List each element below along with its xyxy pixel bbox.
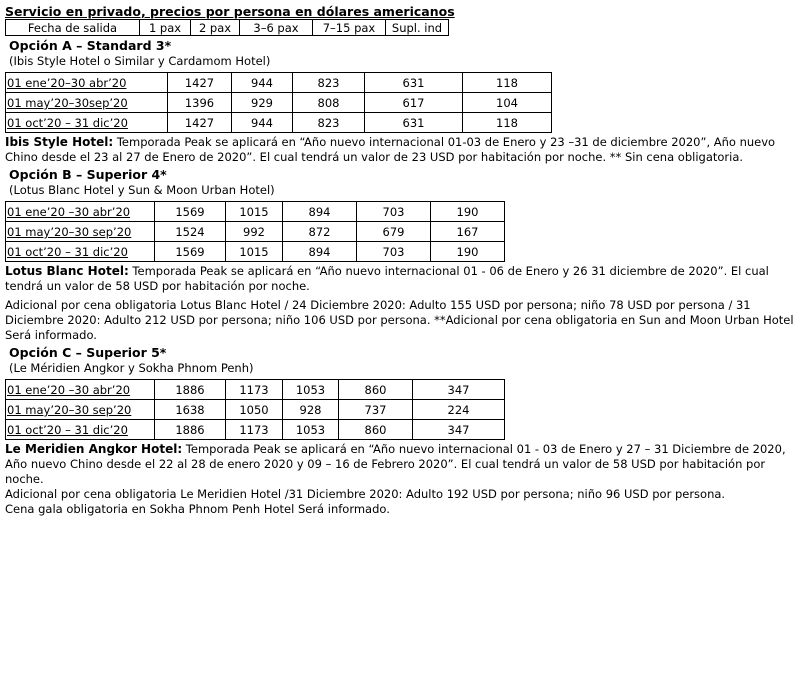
header-7-15pax: 7–15 pax: [313, 20, 386, 36]
price-cell: 679: [357, 222, 431, 242]
price-cell: 808: [293, 93, 365, 113]
note-hotel-label: Lotus Blanc Hotel:: [5, 264, 129, 278]
option-b-title: Opción B – Superior 4*: [9, 167, 167, 182]
option-c-subtitle: (Le Méridien Angkor y Sokha Phnom Penh): [9, 361, 254, 375]
option-b-section: [5, 167, 795, 343]
date-cell: 01 oct’20 – 31 dic’20: [6, 420, 155, 440]
price-cell: 347: [413, 420, 505, 440]
price-cell: 823: [293, 113, 365, 133]
price-cell: 1173: [226, 420, 283, 440]
option-b-subtitle: (Lotus Blanc Hotel y Sun & Moon Urban Hotel): [9, 183, 275, 197]
price-cell: 703: [357, 242, 431, 262]
note-paragraph: [5, 135, 795, 165]
option-a-title: Opción A – Standard 3*: [9, 38, 172, 53]
price-cell: 1569: [155, 242, 226, 262]
price-cell: 104: [463, 93, 552, 113]
table-row: [6, 113, 552, 133]
date-cell: 01 ene’20 –30 abr’20: [6, 202, 155, 222]
price-cell: 1427: [168, 113, 232, 133]
option-c-section: [5, 345, 795, 517]
price-cell: 1427: [168, 73, 232, 93]
price-cell: 1524: [155, 222, 226, 242]
price-cell: 190: [431, 202, 505, 222]
document: [5, 4, 795, 517]
price-cell: 224: [413, 400, 505, 420]
note-hotel-label: Ibis Style Hotel:: [5, 135, 114, 149]
price-cell: 631: [365, 113, 463, 133]
price-cell: 928: [283, 400, 339, 420]
header-supl-ind: Supl. ind: [386, 20, 449, 36]
note-text: Temporada Peak se aplicará en “Año nuevo internacional 01 - 03 de Enero y 27 – 31 Diciembre de 2020, Año nuevo Chino desde el 22 al 28 de enero 2020 y 09 – 16 de Febrero 2020”. El cual tendrá un valor de 58 USD por habitación por noche.: [5, 442, 786, 486]
price-cell: 1015: [226, 202, 283, 222]
header-3-6pax: 3–6 pax: [240, 20, 313, 36]
price-cell: 944: [232, 113, 293, 133]
option-c-rate-table: [5, 379, 505, 440]
price-cell: 118: [463, 73, 552, 93]
price-cell: 703: [357, 202, 431, 222]
price-cell: 1886: [155, 380, 226, 400]
note-paragraph: Adicional por cena obligatoria Le Meridien Hotel /31 Diciembre 2020: Adulto 192 USD por persona; niño 96 USD por persona.: [5, 487, 726, 501]
column-header-table: [5, 19, 449, 36]
price-cell: 190: [431, 242, 505, 262]
price-cell: 631: [365, 73, 463, 93]
header-1pax: 1 pax: [140, 20, 191, 36]
option-a-note: [5, 135, 795, 165]
table-row: [6, 400, 505, 420]
table-row: [6, 242, 505, 262]
note-paragraph: Adicional por cena obligatoria Lotus Blanc Hotel / 24 Diciembre 2020: Adulto 155 USD por persona; niño 78 USD por persona / 31 Diciembre 2020: Adulto 212 USD por persona; niño 106 USD por persona. **Adicional por cena obligatoria en Sun and Moon Urban Hotel Será informado.: [5, 298, 794, 342]
price-cell: 1396: [168, 93, 232, 113]
price-cell: 872: [283, 222, 357, 242]
table-row: [6, 202, 505, 222]
price-cell: 860: [339, 420, 413, 440]
price-cell: 1015: [226, 242, 283, 262]
price-cell: 944: [232, 73, 293, 93]
price-cell: 860: [339, 380, 413, 400]
price-cell: 894: [283, 202, 357, 222]
table-row: [6, 380, 505, 400]
price-cell: 992: [226, 222, 283, 242]
option-a-subtitle: (Ibis Style Hotel o Similar y Cardamom Hotel): [9, 54, 271, 68]
price-cell: 1053: [283, 380, 339, 400]
price-cell: 617: [365, 93, 463, 113]
note-paragraph: [5, 442, 795, 487]
header-2pax: 2 pax: [191, 20, 240, 36]
date-cell: 01 ene’20–30 abr’20: [6, 73, 168, 93]
price-cell: 118: [463, 113, 552, 133]
date-cell: 01 oct’20 – 31 dic’20: [6, 242, 155, 262]
note-hotel-label: Le Meridien Angkor Hotel:: [5, 442, 183, 456]
option-b-note: [5, 264, 795, 343]
document-title: Servicio en privado, precios por persona en dólares americanos: [5, 4, 455, 19]
table-row: [6, 73, 552, 93]
price-cell: 347: [413, 380, 505, 400]
price-cell: 1886: [155, 420, 226, 440]
price-cell: 737: [339, 400, 413, 420]
date-cell: 01 may’20–30sep’20: [6, 93, 168, 113]
option-a-section: [5, 38, 795, 165]
note-text: Temporada Peak se aplicará en “Año nuevo internacional 01 - 06 de Enero y 26 31 diciembre de 2020”. El cual tendrá un valor de 58 USD por habitación por noche.: [5, 264, 769, 293]
note-text: Temporada Peak se aplicará en “Año nuevo internacional 01-03 de Enero y 23 –31 de diciembre 2020”, Año nuevo Chino desde el 23 al 27 de Enero de 2020”. El cual tendrá un valor de 23 USD por habitación por noche. ** Sin cena obligatoria.: [5, 135, 776, 164]
price-cell: 1638: [155, 400, 226, 420]
table-row: [6, 93, 552, 113]
date-cell: 01 may’20–30 sep’20: [6, 222, 155, 242]
header-row: [6, 20, 449, 36]
price-cell: 1053: [283, 420, 339, 440]
note-paragraph: [5, 264, 795, 294]
price-cell: 929: [232, 93, 293, 113]
date-cell: 01 oct’20 – 31 dic’20: [6, 113, 168, 133]
header-fecha: Fecha de salida: [6, 20, 140, 36]
price-cell: 1173: [226, 380, 283, 400]
price-cell: 1050: [226, 400, 283, 420]
price-cell: 894: [283, 242, 357, 262]
option-b-rate-table: [5, 201, 505, 262]
date-cell: 01 may’20–30 sep’20: [6, 400, 155, 420]
price-cell: 1569: [155, 202, 226, 222]
date-cell: 01 ene’20 –30 abr’20: [6, 380, 155, 400]
table-row: [6, 222, 505, 242]
option-c-note: [5, 442, 795, 517]
price-cell: 823: [293, 73, 365, 93]
price-cell: 167: [431, 222, 505, 242]
option-a-rate-table: [5, 72, 552, 133]
option-c-title: Opción C – Superior 5*: [9, 345, 167, 360]
note-paragraph: Cena gala obligatoria en Sokha Phnom Penh Hotel Será informado.: [5, 502, 390, 516]
table-row: [6, 420, 505, 440]
